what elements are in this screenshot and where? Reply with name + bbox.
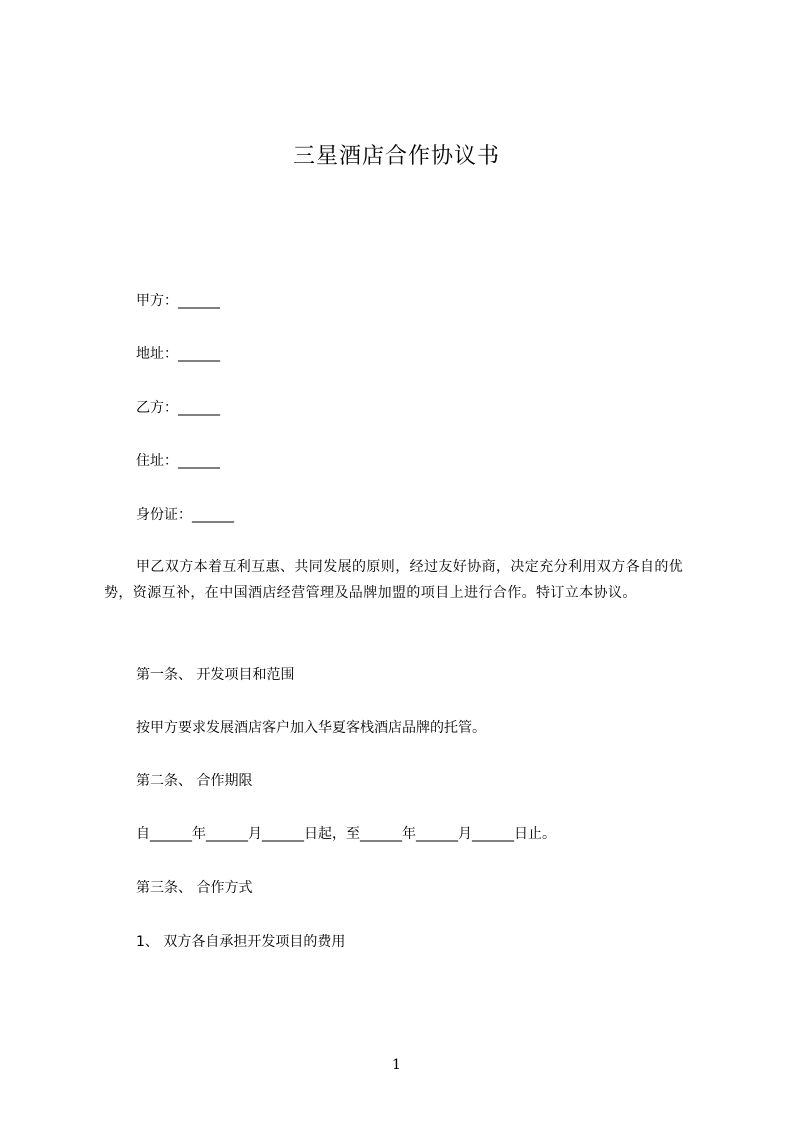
party-a-line: 甲方：______: [136, 293, 220, 309]
article2-text: 自______年______月______日起，至______年______月______日止。: [136, 826, 556, 842]
article3-item1: 1、 双方各自承担开发项目的费用: [136, 934, 346, 950]
article1-text: 按甲方要求发展酒店客户加入华夏客栈酒店品牌的托管。: [136, 720, 486, 736]
page-number: 1: [392, 1057, 401, 1073]
address-line: 地址：______: [136, 346, 220, 362]
id-card-line: 身份证：______: [136, 507, 234, 523]
article1-heading: 第一条、 开发项目和范围: [136, 667, 295, 683]
document-title: 三星酒店合作协议书: [292, 144, 500, 169]
preamble-paragraph: 甲乙双方本着互利互惠、共同发展的原则，经过友好协商，决定充分利用双方各自的优势，资源互补，在中国酒店经营管理及品牌加盟的项目上进行合作。特订立本协议。: [104, 559, 684, 601]
party-b-line: 乙方：______: [136, 400, 220, 416]
article3-heading: 第三条、 合作方式: [136, 880, 253, 896]
residence-line: 住址：______: [136, 453, 220, 469]
article2-heading: 第二条、 合作期限: [136, 773, 253, 789]
